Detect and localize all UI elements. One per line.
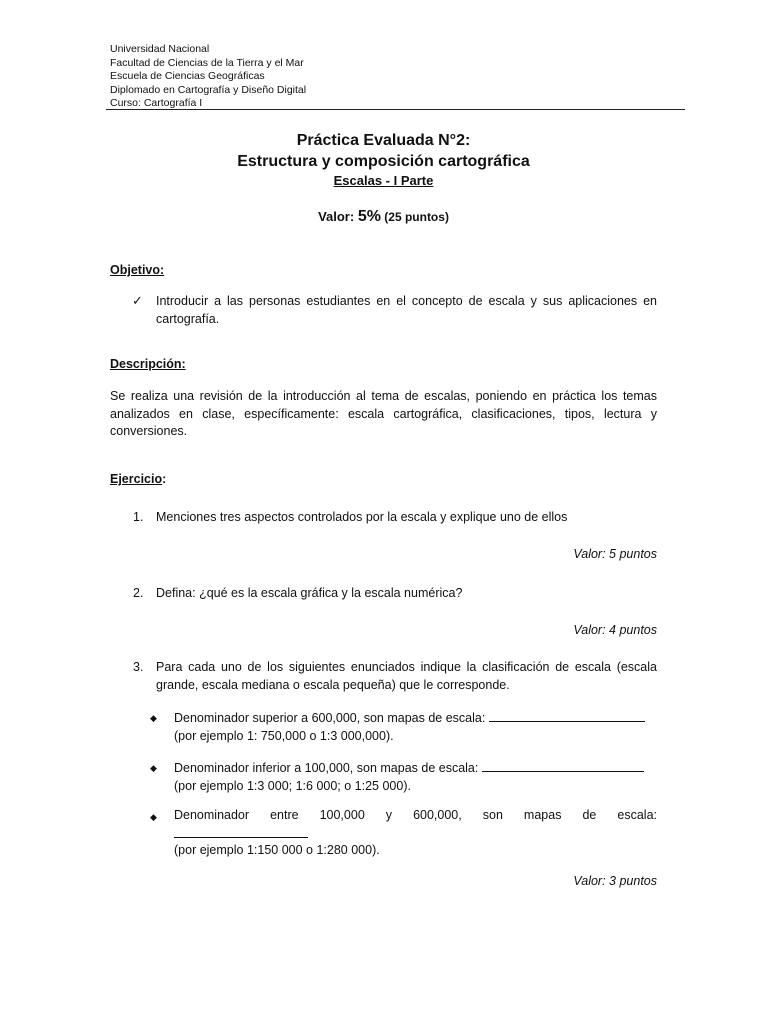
bullet-2 [174, 759, 664, 795]
item-2-number: 2. [133, 586, 144, 600]
item-2-text: Defina: ¿qué es la escala gráfica y la escala numérica? [156, 586, 463, 600]
exercise-heading-label: Ejercicio [110, 472, 163, 486]
value-label: Valor: [318, 209, 358, 224]
item-1-value: Valor: 5 puntos [573, 547, 657, 561]
objective-text: Introducir a las personas estudiantes en el concepto de escala y sus aplicaciones en cartografía. [156, 294, 657, 326]
checkmark-icon: ✓ [132, 293, 143, 308]
description-text: Se realiza una revisión de la introducción al tema de escalas, poniendo en práctica los temas analizados en clase, específicamente: escala cartográfica, clasificaciones, tipos, lectura y conversiones. [110, 389, 657, 438]
item-1-number: 1. [133, 510, 144, 524]
bullet-1-example: (por ejemplo 1: 750,000 o 1:3 000,000). [174, 728, 394, 743]
value-percent: 5% [357, 208, 381, 225]
description-heading: Descripción: [110, 357, 186, 371]
objective-heading: Objetivo: [110, 263, 165, 277]
bullet-2-example: (por ejemplo 1:3 000; 1:6 000; o 1:25 000). [174, 778, 411, 793]
faculty-name: Facultad de Ciencias de la Tierra y el Mar [110, 56, 304, 69]
item-3-text: Para cada uno de los siguientes enunciados indique la clasificación de escala (escala grande, escala mediana o escala pequeña) que le corresponde. [156, 660, 657, 692]
answer-blank-1[interactable] [489, 709, 645, 722]
bullet-2-text: Denominador inferior a 100,000, son mapas de escala: [174, 761, 482, 775]
school-name: Escuela de Ciencias Geográficas [110, 70, 265, 82]
bullet-3 [174, 807, 657, 859]
value-points: (25 puntos) [380, 210, 449, 224]
bullet-1 [174, 709, 664, 745]
diamond-bullet-icon: ◆ [150, 763, 157, 773]
diamond-bullet-icon: ◆ [150, 713, 157, 723]
document-subtitle: Estructura y composición cartográfica [237, 153, 530, 170]
exercise-heading-colon: : [162, 472, 167, 486]
answer-blank-2[interactable] [482, 759, 644, 772]
bullet-3-text: Denominador entre 100,000 y 600,000, son mapas de escala: [174, 808, 657, 822]
institution-header [110, 43, 306, 111]
item-3-value: Valor: 3 puntos [573, 874, 657, 888]
bullet-3-example: (por ejemplo 1:150 000 o 1:280 000). [174, 842, 380, 857]
item-3-number: 3. [133, 660, 144, 674]
document-part-title: Escalas - I Parte [333, 173, 434, 188]
assignment-value [110, 208, 657, 226]
university-name: Universidad Nacional [110, 43, 210, 55]
item-2-value: Valor: 4 puntos [573, 623, 657, 637]
exercise-heading [110, 471, 166, 489]
item-1-text: Menciones tres aspectos controlados por la escala y explique uno de ellos [156, 510, 568, 524]
course-name: Curso: Cartografía I [110, 97, 203, 109]
diamond-bullet-icon: ◆ [150, 812, 157, 822]
header-divider [106, 109, 685, 110]
answer-blank-3[interactable] [174, 825, 308, 838]
bullet-1-text: Denominador superior a 600,000, son mapas de escala: [174, 711, 489, 725]
program-name: Diplomado en Cartografía y Diseño Digital [110, 83, 307, 96]
document-title: Práctica Evaluada N°2: [296, 132, 471, 149]
